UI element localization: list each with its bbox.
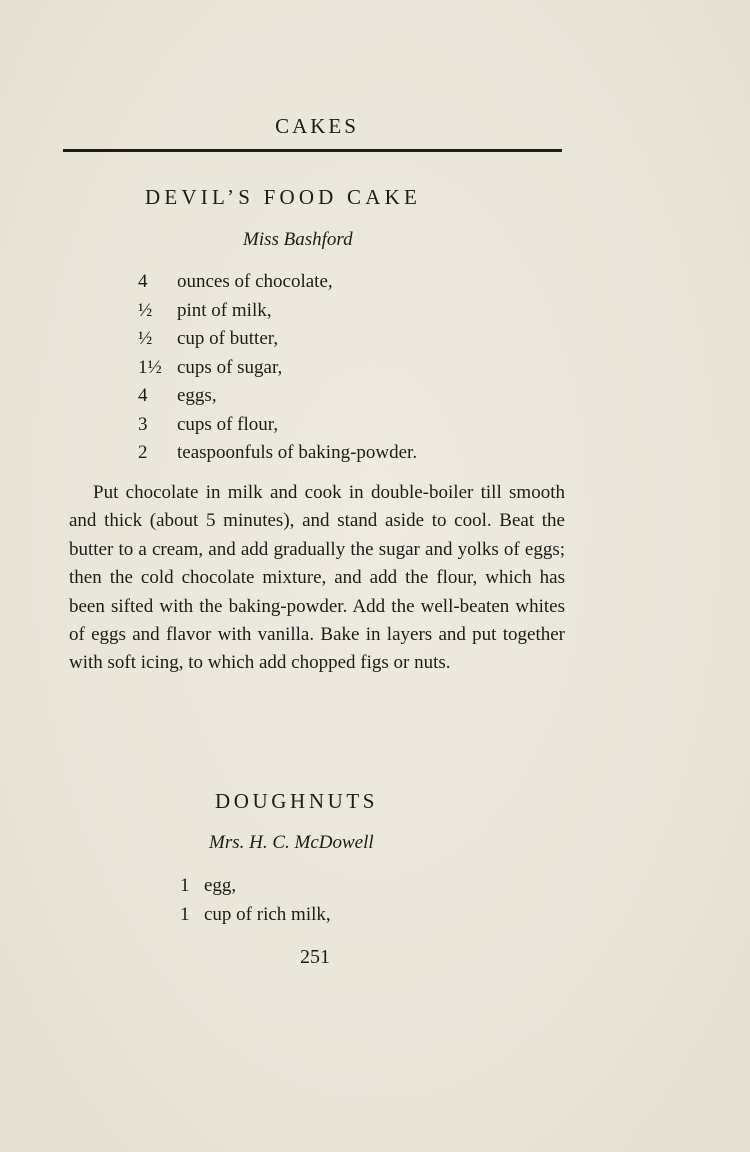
- ingredient-text: eggs,: [177, 385, 217, 406]
- header-rule: [63, 149, 562, 152]
- ingredient-quantity: 2: [138, 442, 148, 463]
- page-number: 251: [300, 946, 330, 968]
- ingredient-item: [138, 382, 417, 411]
- ingredient-quantity: 1: [180, 875, 190, 896]
- recipe-method: Put chocolate in milk and cook in double-boiler till smooth and thick (about 5 minutes), and stand aside to cool. Beat the butter to a cream, and add gradually the sugar and yolks of eggs; then the cold chocolate mixture, and add the flour, which has been sifted with the baking-powder. Add the well-beaten whites of eggs and flavor with vanilla. Bake in layers and put together with soft icing, to which add chopped figs or nuts.: [69, 482, 565, 674]
- ingredient-item: [180, 901, 331, 930]
- ingredient-quantity: 1½: [138, 356, 162, 378]
- ingredient-item: [138, 354, 417, 383]
- ingredient-list-devils-food-cake: [138, 268, 417, 468]
- ingredient-quantity: 3: [138, 413, 148, 435]
- ingredient-text: teaspoonfuls of baking-powder.: [177, 442, 418, 463]
- recipe-author: Mrs. H. C. McDowell: [209, 832, 374, 853]
- ingredient-quantity: ½: [138, 328, 153, 349]
- ingredient-quantity: 4: [138, 271, 148, 292]
- ingredient-text: egg,: [204, 875, 237, 896]
- ingredient-quantity: ½: [138, 299, 153, 321]
- recipe-author: Miss Bashford: [243, 229, 353, 250]
- ingredient-quantity: 1: [180, 903, 190, 925]
- ingredient-text: cup of rich milk,: [204, 903, 331, 925]
- ingredient-text: ounces of chocolate,: [177, 271, 333, 292]
- ingredient-text: pint of milk,: [177, 299, 272, 321]
- recipe-title-doughnuts: DOUGHNUTS: [215, 789, 379, 813]
- ingredient-item: [138, 411, 417, 440]
- ingredient-text: cups of sugar,: [177, 356, 283, 378]
- ingredient-item: [180, 872, 331, 901]
- running-head: CAKES: [275, 114, 359, 138]
- recipe-title-devils-food-cake: DEVIL’S FOOD CAKE: [145, 185, 421, 209]
- ingredient-item: [138, 439, 417, 468]
- ingredient-quantity: 4: [138, 385, 148, 406]
- ingredient-text: cup of butter,: [177, 328, 279, 349]
- ingredient-item: [138, 268, 417, 297]
- ingredient-list-doughnuts: [180, 872, 331, 929]
- ingredient-item: [138, 297, 417, 326]
- ingredient-item: [138, 325, 417, 354]
- ingredient-text: cups of flour,: [177, 413, 279, 435]
